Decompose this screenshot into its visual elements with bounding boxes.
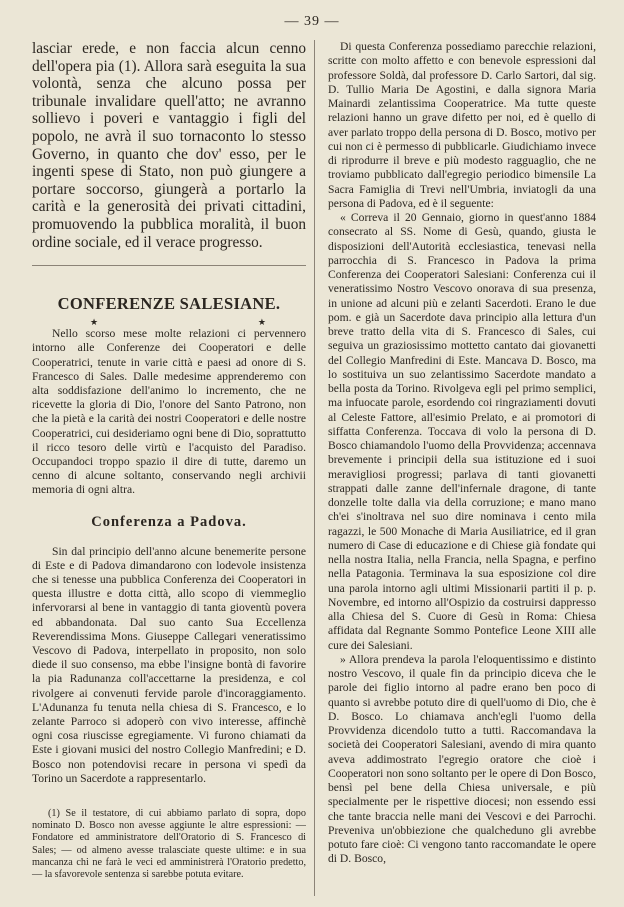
footnote-block (32, 808, 306, 881)
right-paragraph-2: « Correva il 20 Gennaio, giorno in quest'anno 1884 consecrato al SS. Nome di Gesù, quando, giusta le disposizioni dell'Autorità ecclesiastica, tenevasi nella parrocchia di S. Francesco in Padova la prima Conferenza dei Cooperatori Salesiani: Conferenza cui il veneratissimo Nostro Vescovo onorava di sua presenza, in unione ad alcuni più e zelanti Sacerdoti. Erano le due pom. e già un Sacerdote dava principio alla lettura d'un breve tratto della vita di S. Francesco di Sales, cui seguiva un graziosissimo mottetto cantato dai giovanetti del Collegio Manfredini di Este. Mancava D. Bosco, ma lo sostituiva un suo zelantissimo Sacerdote mandato a bella posta da Torino. Rivolgeva egli pel primo semplici, ma infuocate parole, esordendo coi ringraziamenti dovuti al Celeste Fattore, all'esimio Prelato, e ai promotori di siffatta Conferenza. Toccava di volo la persona di D. Bosco chiamandolo l'uomo della Provvidenza; accennava brevemente i principii della sua istituzione ed i suoi meravigliosi progressi; parlava di tanti giovanetti strappati dalle zanne dell'infernale dragone, di tante donzelle tolte dalla via della corruzione; e mano mano ch'ei s'inoltrava nel suo dire nominava i cento mila ragazzi, le 500 Monache di Maria Ausiliatrice, ed il gran numero di Case di educazione e di Chiese già fondate qui nella nostra Italia, nella Francia, nella Spagna, e perfino nella Patagonia. Terminava la sua esposizione col dire una parola intorno agli ultimi Missionarii partiti il p. p. Novembre, ed intorno all'Ospizio da costruirsi dappresso alla Chiesa del S. Cuore di Gesù in Roma: Chiesa affidata dal Regnante Sommo Pontefice Leone XIII alle cure dei Salesiani. (328, 211, 596, 652)
subsection-title: Conferenza a Padova. (91, 513, 247, 530)
star-ornament-icon: ★ (90, 317, 99, 328)
padova-paragraph: Sin dal principio dell'anno alcune benemerite persone di Este e di Padova dimandarono con lodevole insistenza che si tenesse una pubblica Conferenza dei Cooperatori in questa illustre e dotta città, allo scopo di viemmeglio infervorarsi al bene in vantaggio di tanta gioventù povera ed abbandonata. Dal suo canto Sua Eccellenza Reverendissima Mons. Giuseppe Callegari veneratissimo Vescovo di Padova, interpellato in proposito, non solo diede il suo consenso, ma ebbe l'insigne bontà di favorire la pia Radunanza coll'accettarne la presidenza, e col rivolgere ai convenuti fervide parole d'incoraggiamento. L'Adunanza fu tenuta nella chiesa di S. Francesco, e lo zelante Parroco si adoperò con vivo interesse, affinchè ogni cosa riuscisse egregiamente. Vi furono chiamati da Este i giovani musici del nostro Collegio Manfredini; e D. Bosco non potendovisi recare in persona vi spedì da Torino un Sacerdote a rappresentarlo. (32, 544, 306, 785)
section-divider (32, 265, 306, 266)
right-paragraph-1: Di questa Conferenza possediamo parecchie relazioni, scritte con molto affetto e con benevole espressioni dal professore Soldà, dal professore D. Carlo Sartori, dal sig. D. Tullio Maria De Agostini, e dalla signora Maria Mainardi zelantissima Cooperatrice. Ma tutte queste relazioni hanno un grave difetto per noi, ed è quello di aver parlato troppo della persona di D. Bosco, motivo per cui non ci è permesso di pubblicarle. Giudichiamo invece di riprodurre il breve e più modesto ragguaglio, che ne troviamo pubblicato dall'egregio periodico bimensile La Sacra Famiglia di Trevi nell'Umbria, inviatogli da una persona di Padova, ed è il seguente: (328, 40, 596, 210)
right-column (328, 40, 596, 867)
section-title: CONFERENZE SALESIANE. (57, 294, 281, 314)
footnote: (1) Se il testatore, di cui abbiamo parlato di sopra, dopo nominato D. Bosco non avesse aggiunte le altre espressioni: — Fondatore ed amministratore dell'Oratorio di S. Francesco di Sales; — od almeno avesse tralasciate queste ultime: e in sua mancanza chi ne farà le veci ed amministrerà l'Oratorio predetto, — la sfavorevole sentenza si sarebbe potuta evitare. (32, 808, 306, 881)
right-paragraph-3: » Allora prendeva la parola l'eloquentissimo e distinto nostro Vescovo, il quale fin da principio diceva che le parole dei figlio intorno al padre erano ben poco di quanto si avrebbe potuto dire di quell'uomo di Dio, che è D. Bosco. Lo chiamava anch'egli l'uomo della Provvidenza dicendolo tutto a tutti. Raccomandava la società dei Cooperatori Salesiani, avendo di mira quanto aveva addimostrato l'egregio oratore che cioè i Cooperatori non sono soltanto per le opere di Don Bosco, bensì pel bene della Chiesa universale, e più specialmente per le rispettive diocesi; non essendo essi che tante braccia nelle mani dei Vescovi e dei Parrochi. Preveniva un'obbiezione che qualcheduno gli avrebbe potuto fare cioè: Ci vengono tanto raccomandate le opere di D. Bosco, (328, 652, 596, 866)
intro-paragraph: Nello scorso mese molte relazioni ci pervennero intorno alle Conferenze dei Cooperatori e delle Cooperatrici, tenute in varie città e paesi ad onore di S. Francesco di Sales. Dalle medesime apprenderemo con alta soddisfazione dell'animo lo incremento, che ne ricevette la gloria di Dio, l'onore del Santo Patrono, non che la pietà e la carità dei nostri Cooperatori e delle nostre Cooperatrici, cui desideriamo ogni bene di Dio, soprattutto il ricco tesoro delle virtù e l'acquisto del Paradiso. Occupandoci troppo spazio il dire di tutte, daremo un cenno di alcune soltanto, conservando negli archivii memoria di ogni altra. (32, 327, 306, 497)
left-column (32, 40, 306, 881)
star-ornament-icon: ★ (257, 317, 266, 328)
page-number: — 39 — (284, 14, 340, 29)
left-top-paragraph: lasciar erede, e non faccia alcun cenno dell'opera pia (1). Allora sarà eseguita la sua volontà, senza che alcuno possa per tribunale invalidare quell'atto; ne avranno sollievo i poveri e vantaggio i figli del popolo, ne avrà il suo tornaconto lo stesso Governo, in quanto che dov' esso, per le ingenti spese di Stato, non può giungere a portare soccorso, giungerà a portarlo la carità e la generosità dei privati cittadini, promuovendo la pubblica moralità, il buon ordine sociale, ed il verace progresso. (32, 40, 306, 251)
ornament-stars (32, 318, 306, 327)
column-divider (314, 40, 315, 896)
